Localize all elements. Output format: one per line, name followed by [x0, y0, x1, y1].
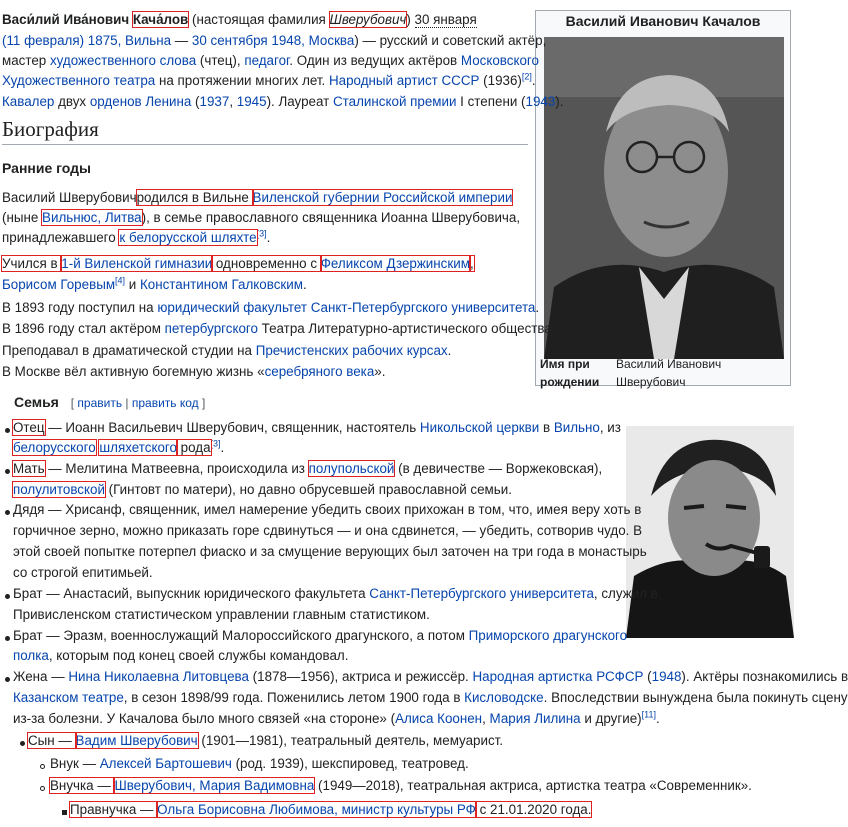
list-bullet: [5, 510, 10, 515]
text-run: Васи́лий Ива́нович: [2, 12, 133, 27]
list-bullet-nested: [40, 786, 45, 791]
wiki-link[interactable]: 1943: [525, 94, 556, 109]
wiki-link[interactable]: художественного слова: [49, 53, 197, 68]
text-run: .: [655, 711, 660, 726]
text-run: ): [406, 12, 415, 27]
text-run: —: [171, 33, 192, 48]
early-line: [2, 228, 270, 248]
text-run: ) — русский и советский актёр,: [354, 33, 547, 48]
wiki-link[interactable]: Народная артистка РСФСР: [472, 669, 644, 684]
early-line: [2, 298, 539, 318]
edit-links: [ править | править код ]: [70, 396, 206, 410]
list-item-continued: [13, 542, 647, 562]
list-item-nested: [50, 776, 752, 796]
text-run: Сын —: [28, 733, 76, 748]
text-run: рода: [176, 440, 211, 455]
wiki-link[interactable]: белорусского: [13, 440, 96, 455]
text-run: (настоящая фамилия: [188, 12, 330, 27]
text-run: Кача́лов: [132, 12, 189, 27]
list-bullet: [5, 594, 10, 599]
text-run: Шверубович: [329, 12, 407, 27]
list-item: [13, 626, 627, 646]
wiki-link[interactable]: к белорусской шляхте: [119, 230, 257, 245]
wiki-link[interactable]: Кавалер: [2, 94, 55, 109]
text-run: (: [191, 94, 200, 109]
text-run: и: [125, 277, 140, 292]
list-bullet: [5, 677, 10, 682]
wiki-link[interactable]: 30 сентября 1948, Москва: [191, 33, 355, 48]
subsection-heading-early-years: Ранние годы: [2, 160, 91, 176]
wiki-link[interactable]: педагог: [244, 53, 290, 68]
text-run: ,: [469, 256, 474, 271]
text-run: Жена —: [13, 669, 69, 684]
reference-link[interactable]: [3]: [210, 438, 221, 449]
reference-link[interactable]: [4]: [115, 275, 126, 286]
wiki-link[interactable]: Виленской губернии Российской империи: [252, 190, 513, 205]
text-run: (ныне: [2, 210, 43, 225]
text-run: ), в семье православного священника Иоанна Шверубовича,: [141, 210, 521, 225]
text-run: и другие): [580, 711, 642, 726]
wiki-link[interactable]: Константином Галковским: [139, 277, 303, 292]
edit-link[interactable]: править: [77, 396, 123, 410]
text-run: из-за болезни. У Качалова было много связей «на стороне» (: [13, 711, 396, 726]
text-run: (: [643, 669, 652, 684]
text-run: Привисленском статистическом управлении главным статистиком.: [13, 607, 430, 622]
text-run: ).: [555, 94, 564, 109]
wiki-link[interactable]: Вильнюс, Литва: [42, 210, 142, 225]
list-item-continued: [13, 563, 153, 583]
wiki-link[interactable]: Народный артист СССР: [328, 73, 480, 88]
birth-name-value: Василий Иванович Шверубович: [616, 357, 722, 389]
wiki-link[interactable]: (11 февраля) 1875, Вильна: [2, 33, 172, 48]
text-run: с 21.01.2020 года.: [475, 802, 592, 817]
text-run: .: [220, 440, 225, 455]
text-run: на протяжении многих лет.: [155, 73, 329, 88]
reference-link[interactable]: [2]: [521, 71, 532, 82]
wiki-link[interactable]: 1937: [199, 94, 230, 109]
text-run: Преподавал в драматической студии на: [2, 343, 256, 358]
wiki-link[interactable]: Художественного театра: [2, 73, 156, 88]
list-item: [13, 500, 641, 520]
wiki-link[interactable]: юридический факультет Санкт-Петербургского университета: [157, 300, 536, 315]
text-run: Мать: [13, 461, 45, 476]
wiki-link[interactable]: Казанском театре: [13, 690, 124, 705]
text-run: (1901—1981), театральный деятель, мемуарист.: [197, 733, 504, 748]
wiki-link[interactable]: Московского: [460, 53, 539, 68]
wiki-link[interactable]: Приморского драгунского: [468, 628, 628, 643]
wiki-link[interactable]: Алиса Коонен: [395, 711, 483, 726]
text-run: ). Лауреат: [266, 94, 333, 109]
family-heading-text: Семья: [14, 394, 59, 410]
text-run: со строгой епитимьей.: [13, 565, 153, 580]
text-run: двух: [54, 94, 90, 109]
list-bullet: [5, 428, 10, 433]
text-run: — Иоанн Васильевич Шверубович, священник, настоятель: [44, 420, 420, 435]
wiki-link[interactable]: Вадим Шверубович: [75, 733, 198, 748]
early-line: [2, 208, 520, 228]
wiki-link[interactable]: Мария Лилина: [489, 711, 581, 726]
text-run: Брат — Анастасий, выпускник юридического факультета: [13, 586, 370, 601]
text-run: ). Актёры познакомились в: [681, 669, 848, 684]
text-run: родился в Вильне: [136, 190, 253, 205]
text-run: . Один из ведущих актёров: [289, 53, 461, 68]
text-run: Внучка —: [50, 778, 115, 793]
wiki-link[interactable]: Борисом Горевым: [2, 277, 116, 292]
wiki-link[interactable]: серебряного века: [264, 364, 375, 379]
text-run: , в сезон 1898/99 года. Поженились летом 1900 года в: [123, 690, 465, 705]
wiki-link[interactable]: Пречистенских рабочих курсах: [255, 343, 448, 358]
text-run: Дядя — Хрисанф, священник, имел намерение убедить своих прихожан в том, что, имея веру хоть в: [13, 502, 642, 517]
text-run: , которым под конец своей службы командовал.: [48, 648, 349, 663]
text-run: в: [539, 420, 554, 435]
early-line: [2, 188, 512, 208]
text-run: Учился в: [2, 256, 62, 271]
text-run: принадлежавшего: [2, 230, 120, 245]
text-run: В 1896 году стал актёром: [2, 321, 165, 336]
list-item-nested: [70, 800, 591, 820]
list-item-continued: [13, 688, 848, 708]
intro-line: [2, 10, 477, 30]
wiki-link[interactable]: полупольской: [308, 461, 395, 476]
list-item-continued: [13, 605, 430, 625]
wiki-link[interactable]: 1948: [651, 669, 682, 684]
text-run: .: [302, 277, 307, 292]
text-run: Василий Шверубович: [2, 190, 137, 205]
text-run: Брат — Эразм, военнослужащий Малороссийского драгунского, а потом: [13, 628, 469, 643]
subsection-heading-family: [14, 394, 205, 410]
list-item: [13, 667, 848, 687]
list-item-continued: [13, 438, 224, 458]
intro-line: [2, 31, 546, 51]
early-line: [2, 341, 451, 361]
text-run: 30 января: [414, 12, 477, 27]
wiki-link[interactable]: Сталинской премии: [333, 94, 457, 109]
wiki-link[interactable]: 1-й Виленской гимназии: [61, 256, 213, 271]
list-bullet-nested: [20, 741, 25, 746]
text-run: (1936): [479, 73, 522, 88]
text-run: , служил в: [593, 586, 658, 601]
wiki-link[interactable]: петербургского: [164, 321, 258, 336]
text-run: Правнучка —: [70, 802, 158, 817]
text-run: ,: [482, 711, 490, 726]
early-line: [2, 362, 385, 382]
text-run: (род. 1939), шекспировед, театровед.: [231, 756, 469, 771]
infobox: [535, 10, 791, 389]
text-run: .: [447, 343, 452, 358]
list-item-continued: [13, 709, 660, 729]
list-item: [13, 459, 602, 479]
pipe-portrait-photo[interactable]: [626, 426, 794, 638]
edit-source-link[interactable]: править код: [131, 396, 199, 410]
list-bullet: [5, 636, 10, 641]
list-item-nested: [28, 731, 503, 751]
text-run: , из: [599, 420, 621, 435]
list-item-nested: [50, 754, 469, 774]
early-line: [2, 275, 307, 295]
text-run: (1878—1956), актриса и режиссёр.: [248, 669, 473, 684]
wiki-link[interactable]: шляхетского: [99, 440, 177, 455]
edit-separator: |: [122, 396, 132, 410]
early-line: [2, 254, 474, 274]
text-run: ».: [374, 364, 386, 379]
list-item: [13, 584, 658, 604]
text-run: Внук —: [50, 756, 100, 771]
section-heading-biography: Биография: [2, 117, 528, 145]
wiki-link[interactable]: полулитовской: [13, 482, 105, 497]
intro-line: [2, 92, 563, 112]
text-run: .: [531, 73, 536, 88]
text-run: (в девичестве — Воржековская),: [394, 461, 603, 476]
wiki-link[interactable]: Кисловодске: [464, 690, 544, 705]
text-run: В Москве вёл активную богемную жизнь «: [2, 364, 265, 379]
birth-name-label: Имя при рождении: [540, 357, 600, 389]
wiki-link[interactable]: Феликсом Дзержинским: [320, 256, 470, 271]
wiki-link[interactable]: Алексей Бартошевич: [99, 756, 232, 771]
list-item-continued: [13, 646, 348, 666]
infobox-title: Василий Иванович Качалов: [565, 13, 761, 29]
reference-link[interactable]: [11]: [641, 709, 656, 720]
text-run: I степени (: [456, 94, 526, 109]
early-line: [2, 319, 552, 339]
text-run: горчичное зерно, можно приказать горе сдвинуться — и она сдвинется, — убедить, сотворив чудо. В: [13, 523, 643, 538]
list-bullet-nested: [62, 810, 67, 815]
text-run: — Мелитина Матвеевна, происходила из: [44, 461, 309, 476]
text-run: ,: [229, 94, 237, 109]
list-item-continued: [13, 480, 512, 500]
intro-line: [2, 71, 536, 91]
wiki-link[interactable]: Ольга Борисовна Любимова, министр культуры РФ: [157, 802, 476, 817]
wiki-link[interactable]: 1945: [236, 94, 267, 109]
list-item: [13, 418, 621, 438]
text-run: .: [266, 230, 271, 245]
list-bullet: [5, 469, 10, 474]
text-run: (чтец),: [196, 53, 245, 68]
text-run: этой своей попытке потерпел фиаско и за смущение верующих был заточен на три года в монастырь: [13, 544, 647, 559]
portrait-photo[interactable]: [544, 37, 784, 359]
wiki-link[interactable]: полка: [13, 648, 49, 663]
list-bullet-nested: [40, 764, 45, 769]
text-run: В 1893 году поступил на: [2, 300, 158, 315]
wiki-link[interactable]: Вильно: [553, 420, 600, 435]
text-run: Отец: [13, 420, 45, 435]
reference-link[interactable]: [3]: [256, 228, 267, 239]
text-run: (Гинтовт по матери), но давно обрусевшей православной семьи.: [104, 482, 512, 497]
text-run: .: [535, 300, 540, 315]
text-run: (1949—2018), театральная актриса, артистка театра «Современник».: [314, 778, 752, 793]
text-run: Театра Литературно-артистического общества: [257, 321, 552, 336]
wiki-link[interactable]: Нина Николаевна Литовцева: [68, 669, 249, 684]
wiki-link[interactable]: Шверубович, Мария Вадимовна: [114, 778, 315, 793]
wiki-link[interactable]: орденов Ленина: [89, 94, 192, 109]
text-run: одновременно с: [212, 256, 321, 271]
list-item-continued: [13, 521, 642, 541]
intro-line: [2, 51, 539, 71]
wiki-link[interactable]: Санкт-Петербургского университета: [369, 586, 594, 601]
wiki-link[interactable]: Никольской церкви: [419, 420, 540, 435]
text-run: мастер: [2, 53, 50, 68]
text-run: . Впоследствии вынуждена была покинуть сцену: [543, 690, 848, 705]
